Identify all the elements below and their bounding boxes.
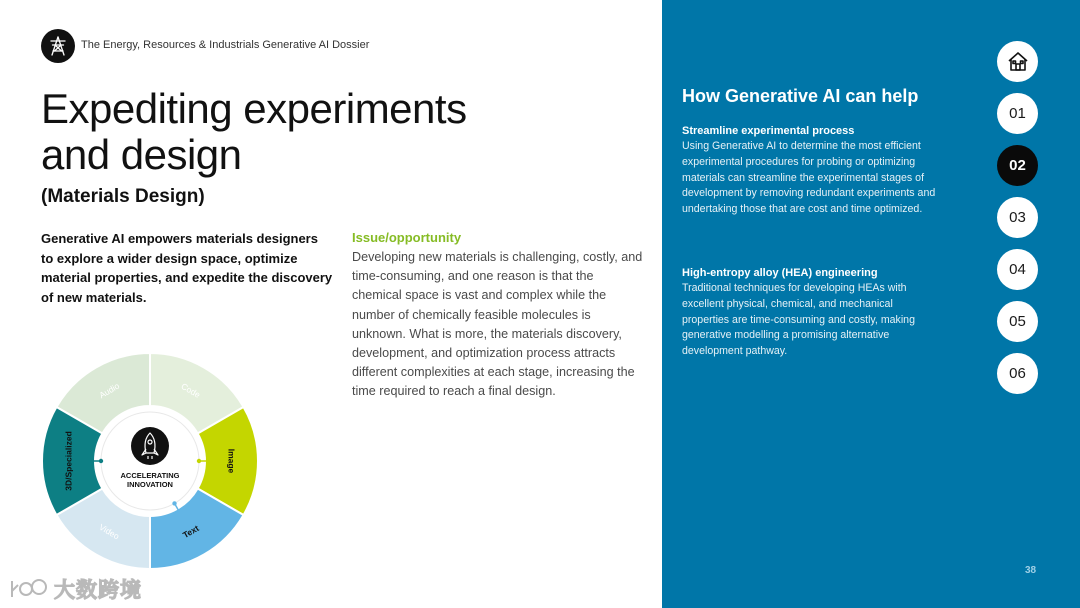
issue-heading: Issue/opportunity bbox=[352, 230, 462, 245]
section-body: Using Generative AI to determine the most efficient experimental procedures for probing or optimizing materials can streamline the experimental stages of development by removing redundant experiments and undertaking those that are cost and time optimized. bbox=[682, 140, 936, 216]
watermark bbox=[8, 574, 142, 604]
capability-wheel bbox=[38, 349, 262, 573]
intro-text: Generative AI empowers materials designers to explore a wider design space, optimize material properties, and expedite the discovery of new materials. bbox=[41, 231, 333, 305]
wheel-label-3d-specialized: 3D/Specialized bbox=[63, 431, 74, 491]
section-body: Traditional techniques for developing HEAs with excellent physical, chemical, and mechanical properties are time-consuming and costly, making generative modelling a promising alternative development pathway. bbox=[682, 282, 915, 358]
panel-heading: How Generative AI can help bbox=[682, 86, 919, 106]
nav-item-05[interactable]: 05 bbox=[997, 301, 1038, 342]
brand-logo-icon bbox=[8, 577, 50, 601]
nav-item-02[interactable]: 02 bbox=[997, 145, 1038, 186]
watermark-text: 大数跨境 bbox=[54, 579, 142, 602]
page-number: 38 bbox=[1025, 565, 1037, 576]
home-button[interactable] bbox=[997, 41, 1038, 82]
power-tower-icon bbox=[41, 29, 75, 63]
help-panel bbox=[662, 0, 1080, 608]
section-title: High-entropy alloy (HEA) engineering bbox=[682, 267, 878, 279]
wheel-label-code: Code bbox=[179, 381, 203, 400]
page-title-line2: and design bbox=[41, 131, 242, 178]
wheel-label-text: Text bbox=[180, 523, 201, 541]
nav-item-01[interactable]: 01 bbox=[997, 93, 1038, 134]
nav-item-06[interactable]: 06 bbox=[997, 353, 1038, 394]
wheel-center-line2: INNOVATION bbox=[127, 480, 173, 489]
page-subtitle: (Materials Design) bbox=[41, 186, 205, 207]
wheel-label-video: Video bbox=[97, 521, 122, 542]
nav-item-04[interactable]: 04 bbox=[997, 249, 1038, 290]
wheel-connector-dot bbox=[197, 459, 201, 463]
page-title bbox=[41, 86, 501, 178]
dossier-title: The Energy, Resources & Industrials Generative AI Dossier bbox=[81, 39, 370, 51]
issue-body: Developing new materials is challenging, costly, and time-consuming, and one reason is that the chemical space is vast and complex while the number of chemically feasible molecules is unknown. What is more, the materials discovery, development, and optimization process attracts different complexities at each stage, increasing the time required to reach a final design. bbox=[352, 250, 643, 399]
wheel-center-line1: ACCELERATING bbox=[120, 471, 180, 480]
section-streamline bbox=[682, 124, 938, 218]
nav-item-03[interactable]: 03 bbox=[997, 197, 1038, 238]
home-icon bbox=[1006, 50, 1030, 74]
wheel-connector-dot bbox=[99, 459, 103, 463]
wheel-label-image: Image bbox=[226, 448, 237, 474]
section-title: Streamline experimental process bbox=[682, 125, 855, 137]
section-hea bbox=[682, 266, 938, 360]
wheel-connector-dot bbox=[172, 501, 176, 505]
wheel-label-audio: Audio bbox=[97, 380, 122, 401]
page-title-line1: Expediting experiments bbox=[41, 85, 467, 132]
